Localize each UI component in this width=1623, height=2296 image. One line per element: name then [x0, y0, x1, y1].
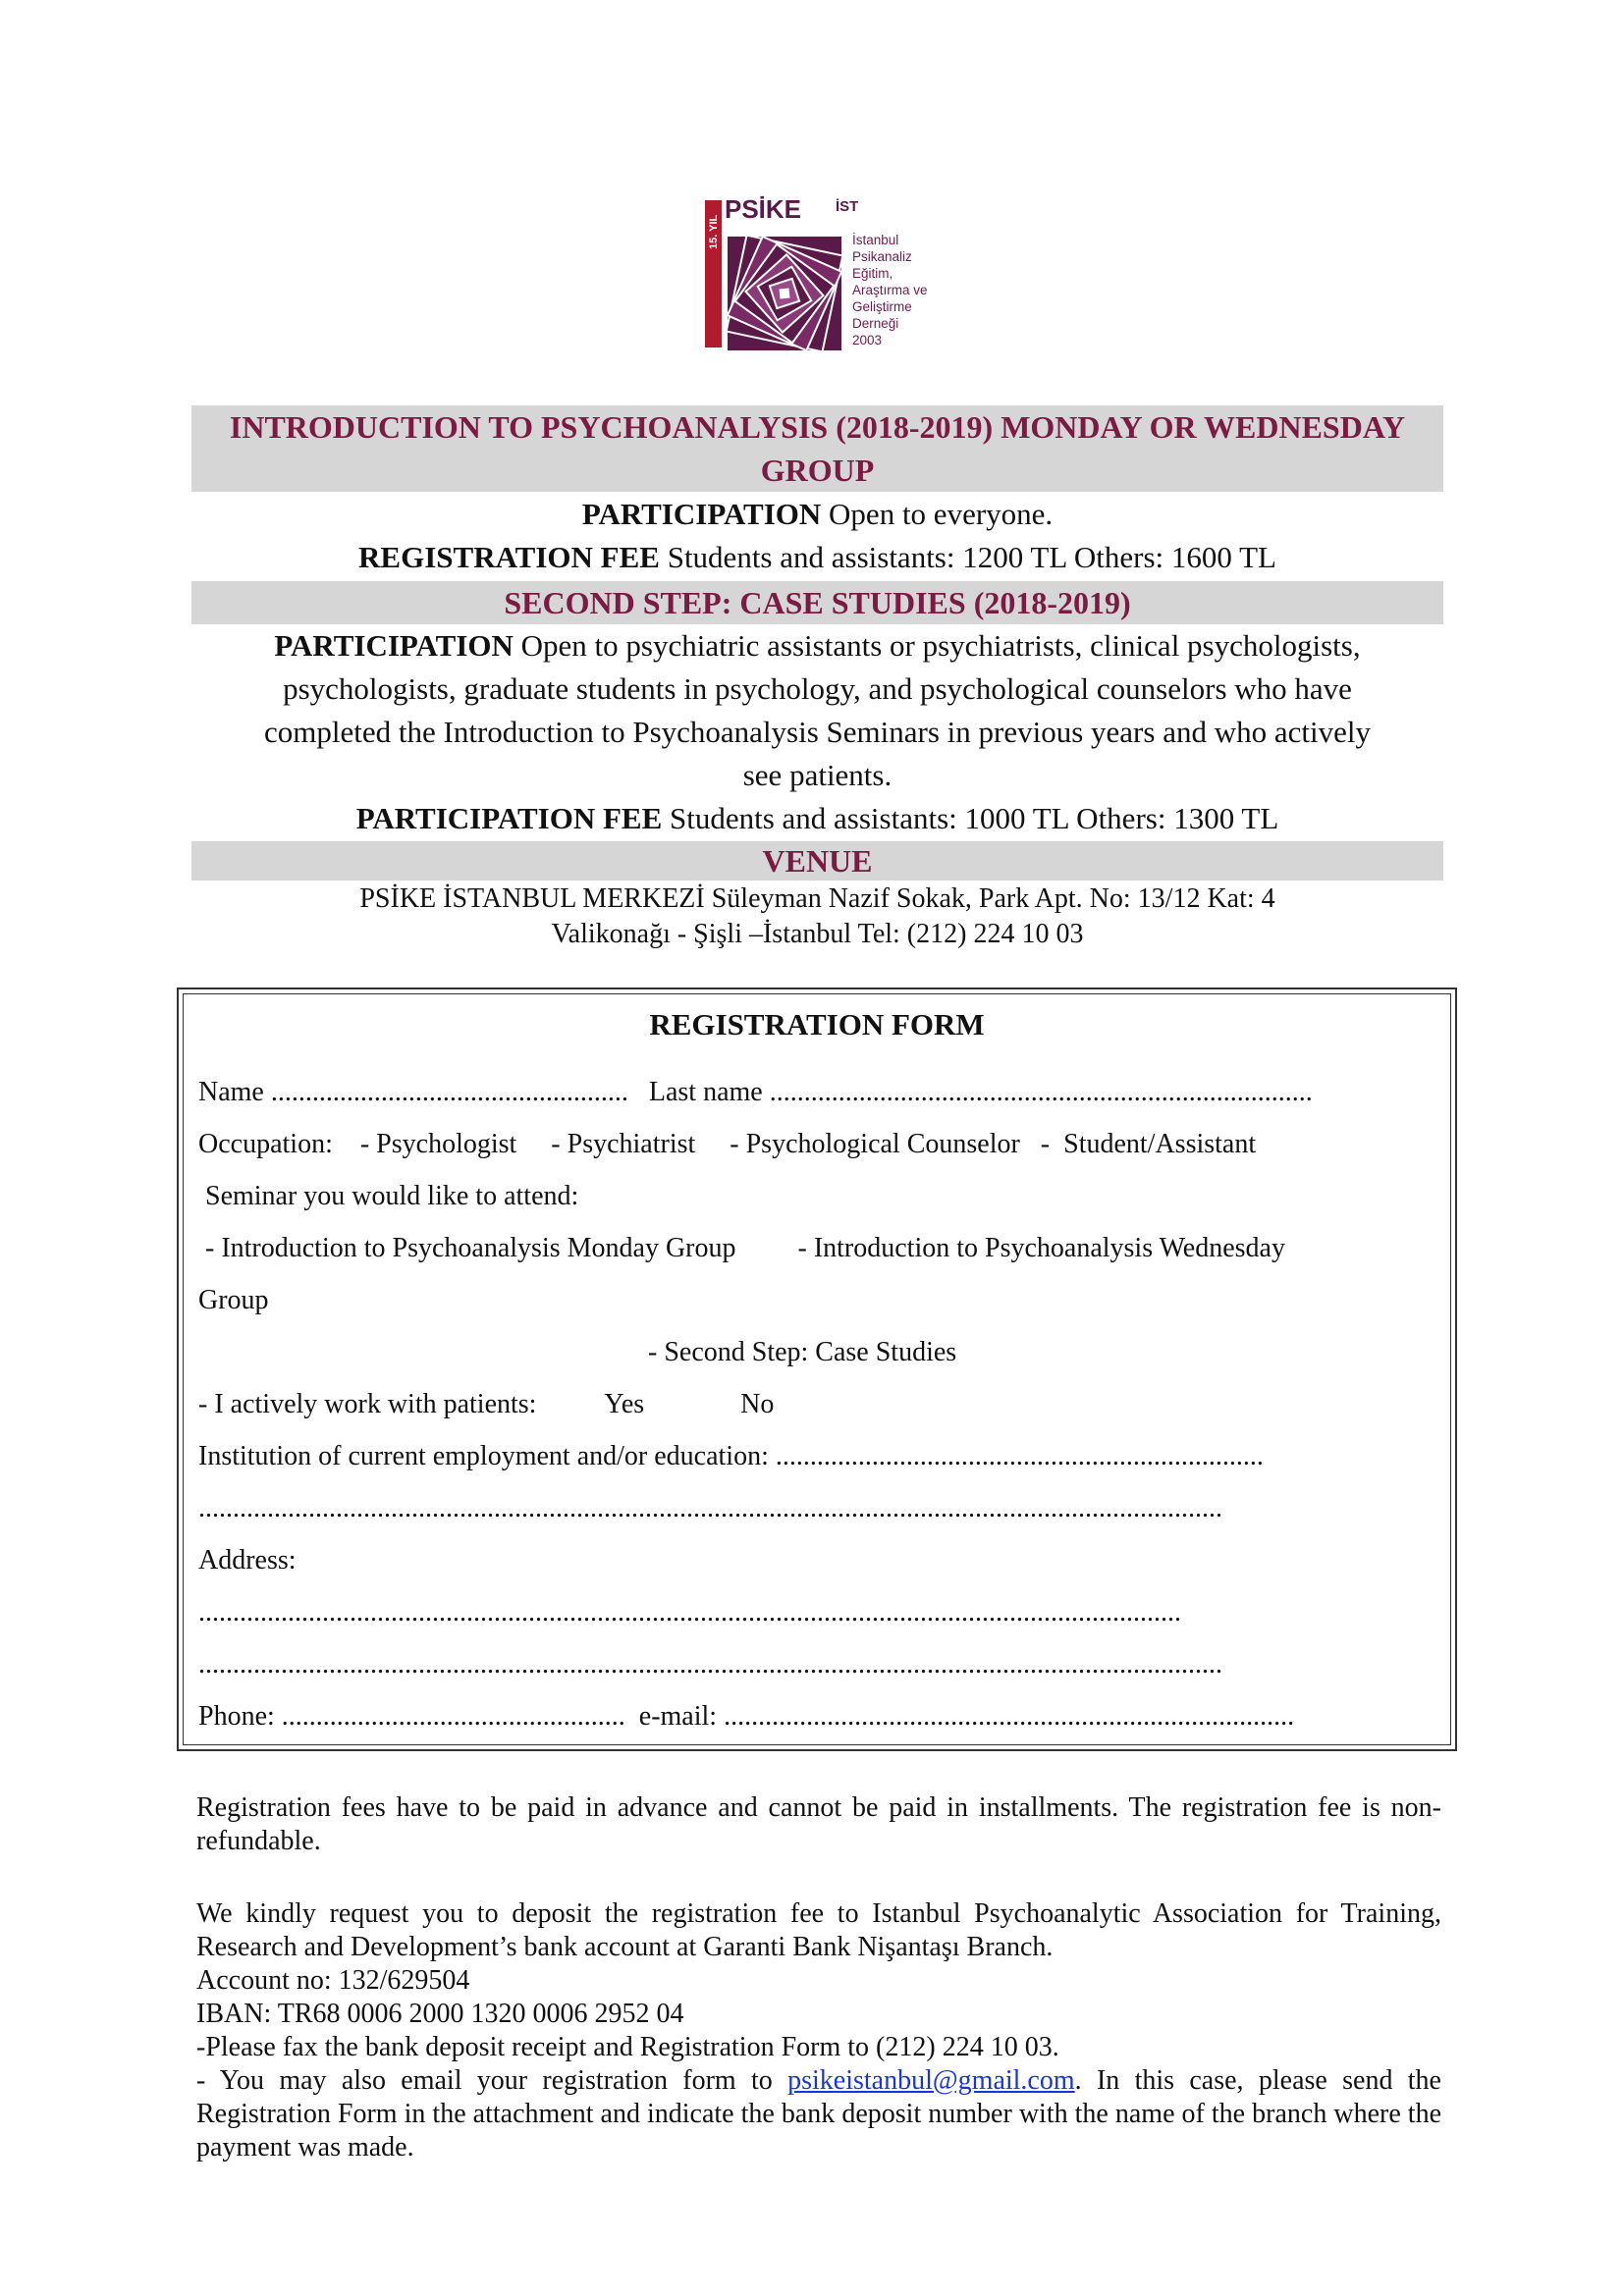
logo-subtitle: İstanbul Psikanaliz Eğitim, Araştırma ve Geliştirme Derneği 2003 — [852, 233, 928, 347]
address-label: Address: — [198, 1545, 297, 1575]
email-link[interactable]: psikeistanbul@gmail.com — [787, 2065, 1075, 2096]
email-instruction: - You may also email your registration form to psikeistanbul@gmail.com. In this case, please send the Registration Form in the attachment and indicate the bank deposit number with the name of the branch where the payment was made. — [196, 2065, 1441, 2163]
patients-yes-no[interactable]: - I actively work with patients: Yes No — [198, 1389, 775, 1419]
seminar-label: Seminar you would like to attend: — [198, 1181, 579, 1211]
registration-form — [177, 988, 1457, 1751]
second-participation-line1: PARTICIPATION Open to psychiatric assistants or psychiatrists, clinical psychologists, — [274, 628, 1361, 663]
seminar-options[interactable]: - Introduction to Psychoanalysis Monday Group - Introduction to Psychoanalysis Wednesday — [198, 1233, 1285, 1263]
venue-title-band — [191, 841, 1443, 881]
intro-title-line1: INTRODUCTION TO PSYCHOANALYSIS (2018-2019) MONDAY OR WEDNESDAY — [229, 409, 1406, 445]
iban: IBAN: TR68 0006 2000 1320 0006 2952 04 — [196, 1999, 684, 2029]
name-field-line[interactable]: Name .................................................... Last name ............................................................................... — [198, 1077, 1313, 1107]
form-title: REGISTRATION FORM — [649, 1007, 985, 1041]
second-fee: PARTICIPATION FEE Students and assistants: 1000 TL Others: 1300 TL — [355, 801, 1279, 835]
second-participation-line2: psychologists, graduate students in psychology, and psychological counselors who have — [283, 671, 1352, 706]
institution-field-continued[interactable]: ..................................................................................................................................................... — [198, 1493, 1222, 1523]
second-participation-line3: completed the Introduction to Psychoanalysis Seminars in previous years and who actively — [264, 715, 1371, 749]
fee-policy-note: Registration fees have to be paid in advance and cannot be paid in installments. The registration fee is non-refundable. — [196, 1792, 1441, 1856]
venue-title: VENUE — [762, 843, 873, 879]
second-participation-line4: see patients. — [742, 758, 893, 792]
occupation-options[interactable]: Occupation: - Psychologist - Psychiatrist - Psychological Counselor - Student/Assistant — [198, 1129, 1257, 1159]
intro-participation: PARTICIPATION Open to everyone. — [581, 497, 1054, 531]
account-number: Account no: 132/629504 — [196, 1965, 470, 1996]
logo-year-badge: 15. YIL — [708, 214, 720, 249]
venue-address-line2: Valikonağı - Şişli –İstanbul Tel: (212) 224 10 03 — [551, 919, 1084, 949]
second-step-title: SECOND STEP: CASE STUDIES (2018-2019) — [504, 585, 1131, 620]
association-logo — [705, 192, 941, 369]
venue-address-line1: PSİKE İSTANBUL MERKEZİ Süleyman Nazif Sokak, Park Apt. No: 13/12 Kat: 4 — [359, 883, 1275, 914]
phone-email-fields[interactable]: Phone: .................................................. e-mail: ................................................................................... — [198, 1701, 1295, 1732]
fax-instruction: -Please fax the bank deposit receipt and Registration Form to (212) 224 10 03. — [196, 2032, 1059, 2062]
address-field-line1[interactable]: ............................................................................................................................................... — [198, 1597, 1181, 1628]
logo-brand: PSİKE — [725, 194, 802, 224]
intro-fee: REGISTRATION FEE Students and assistants: 1200 TL Others: 1600 TL — [358, 540, 1276, 574]
deposit-request: We kindly request you to deposit the registration fee to Istanbul Psychoanalytic Association for Training, Research and Development’s bank account at Garanti Bank Nişantaşı Branch. — [196, 1898, 1441, 1962]
institution-field-line[interactable]: Institution of current employment and/or education: ....................................................................... — [198, 1441, 1264, 1471]
second-step-title-band — [191, 581, 1443, 624]
seminar-option-case-studies[interactable]: - Second Step: Case Studies — [648, 1337, 957, 1367]
logo-suffix: İST — [836, 198, 859, 215]
seminar-option-continued: Group — [198, 1285, 269, 1315]
intro-title-line2: GROUP — [760, 453, 875, 488]
address-field-line2[interactable]: ..................................................................................................................................................... — [198, 1649, 1222, 1680]
intro-title-band — [191, 405, 1443, 492]
